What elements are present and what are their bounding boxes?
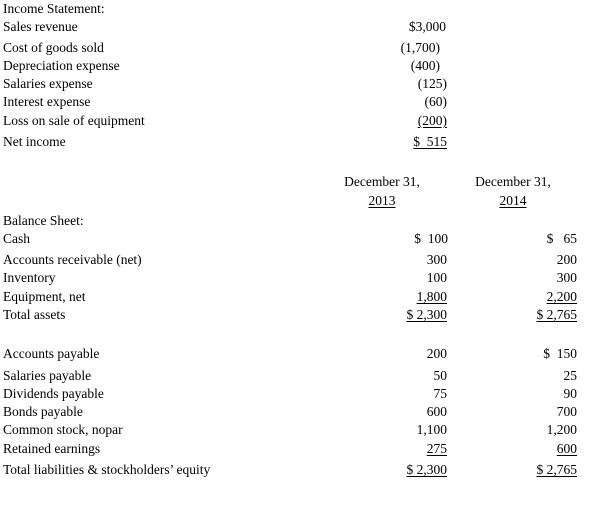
bs-2013-equipment: 1,800: [416, 289, 447, 304]
is-label-loss-on-sale: Loss on sale of equipment: [3, 113, 145, 128]
is-value-net-income: $ 515: [413, 134, 447, 149]
is-label-net-income: Net income: [3, 134, 66, 149]
bs-2014-common-stock: 1,200: [546, 422, 577, 437]
bs-2014-accounts-receivable: 200: [556, 252, 577, 267]
bs-2013-accounts-receivable: 300: [426, 252, 447, 267]
bs-2014-dividends-payable: 90: [563, 386, 577, 401]
bs-2013-accounts-payable: 200: [426, 346, 447, 361]
is-label-depreciation: Depreciation expense: [3, 58, 120, 73]
is-value-loss-on-sale: (200): [417, 113, 447, 128]
bs-label-salaries-payable: Salaries payable: [3, 368, 92, 383]
bs-label-inventory: Inventory: [3, 270, 56, 285]
bs-2013-inventory: 100: [426, 270, 447, 285]
bs-label-equipment: Equipment, net: [3, 289, 86, 304]
bs-2013-common-stock: 1,100: [416, 422, 447, 437]
bs-2013-total-assets: $ 2,300: [406, 307, 447, 322]
is-label-sales-revenue: Sales revenue: [3, 19, 78, 34]
is-value-sales-revenue: $3,000: [408, 19, 446, 34]
bs-2013-total-liabilities-equity: $ 2,300: [406, 462, 447, 477]
bs-label-total-liabilities-equity: Total liabilities & stockholders’ equity: [3, 462, 211, 477]
bs-label-accounts-payable: Accounts payable: [3, 346, 100, 361]
col-header-2013-year: 2013: [368, 193, 396, 208]
bs-2013-dividends-payable: 75: [433, 386, 447, 401]
is-value-salaries: (125): [417, 76, 447, 91]
bs-2014-accounts-payable: $ 150: [543, 346, 577, 361]
bs-label-total-assets: Total assets: [3, 307, 66, 322]
balance-sheet-heading: Balance Sheet:: [3, 213, 84, 228]
is-label-interest: Interest expense: [3, 94, 91, 109]
bs-2014-retained-earnings: 600: [556, 441, 577, 456]
bs-2014-equipment: 2,200: [546, 289, 577, 304]
bs-2014-cash: $ 65: [546, 231, 577, 246]
bs-2013-retained-earnings: 275: [426, 441, 447, 456]
bs-2014-inventory: 300: [556, 270, 577, 285]
bs-label-retained-earnings: Retained earnings: [3, 441, 101, 456]
bs-2014-total-liabilities-equity: $ 2,765: [536, 462, 577, 477]
col-header-2013-line1: December 31,: [344, 174, 420, 189]
is-label-salaries: Salaries expense: [3, 76, 93, 91]
is-value-depreciation: (400): [410, 58, 440, 73]
bs-2014-bonds-payable: 700: [556, 404, 577, 419]
bs-2014-salaries-payable: 25: [563, 368, 577, 383]
is-value-interest: (60): [424, 94, 447, 109]
bs-2014-total-assets: $ 2,765: [536, 307, 577, 322]
bs-2013-salaries-payable: 50: [433, 368, 447, 383]
bs-2013-cash: $ 100: [414, 231, 448, 246]
is-value-cogs: (1,700): [400, 40, 440, 55]
is-label-cogs: Cost of goods sold: [3, 40, 104, 55]
income-statement-heading: Income Statement:: [3, 1, 105, 16]
bs-label-cash: Cash: [3, 231, 30, 246]
bs-label-accounts-receivable: Accounts receivable (net): [3, 252, 142, 267]
col-header-2014-year: 2014: [499, 193, 527, 208]
bs-label-bonds-payable: Bonds payable: [3, 404, 83, 419]
bs-label-dividends-payable: Dividends payable: [3, 386, 104, 401]
bs-label-common-stock: Common stock, nopar: [3, 422, 123, 437]
col-header-2014-line1: December 31,: [475, 174, 551, 189]
bs-2013-bonds-payable: 600: [426, 404, 447, 419]
